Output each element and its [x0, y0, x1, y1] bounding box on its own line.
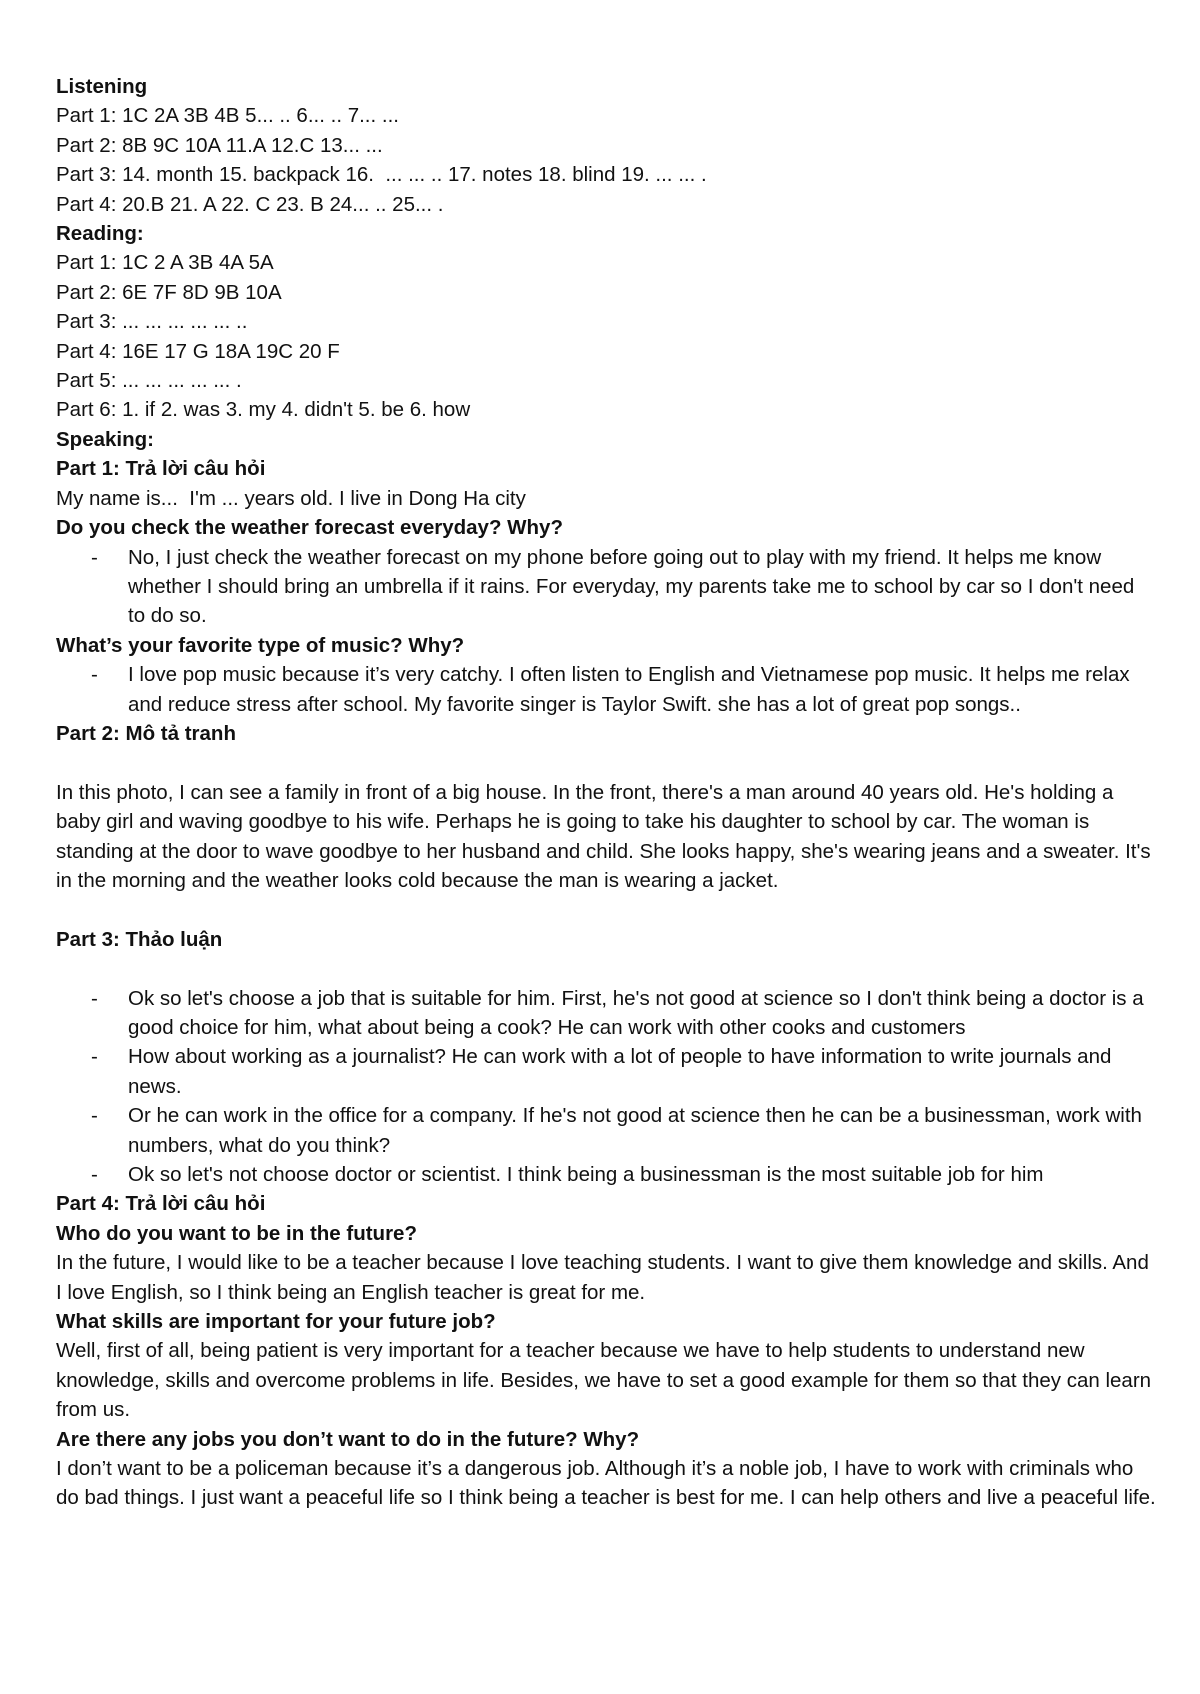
discussion-item — [56, 984, 1156, 1043]
listening-part-1: Part 1: 1C 2A 3B 4B 5... .. 6... .. 7... ... — [56, 104, 399, 128]
reading-part-3: Part 3: ... ... ... ... ... .. — [56, 310, 248, 334]
discussion-item — [56, 1160, 1156, 1189]
answer-music-text: I love pop music because it’s very catchy. I often listen to English and Vietnamese pop music. It helps me relax and reduce stress after school. My favorite singer is Taylor Swift. she has a lot of great pop songs.. — [128, 663, 1130, 716]
question-unwanted-jobs: Are there any jobs you don’t want to do in the future? Why? — [56, 1427, 640, 1451]
question-music: What’s your favorite type of music? Why? — [56, 633, 465, 657]
listening-part-4: Part 4: 20.B 21. A 22. C 23. B 24... .. 25... . — [56, 192, 444, 216]
answer-music — [56, 660, 1156, 719]
bullet-dash: - — [91, 1045, 98, 1069]
blank-line — [56, 748, 1156, 777]
speaking-part-3-title: Part 3: Thảo luận — [56, 927, 223, 951]
answer-skills: Well, first of all, being patient is very important for a teacher because we have to help students to understand new knowledge, skills and overcome problems in life. Besides, we have to set a good example for them so that they can learn from us. — [56, 1339, 1152, 1422]
question-future: Who do you want to be in the future? — [56, 1221, 417, 1245]
blank-line — [56, 954, 1156, 983]
reading-part-1: Part 1: 1C 2 A 3B 4A 5A — [56, 251, 274, 275]
speaking-part-2-title: Part 2: Mô tả tranh — [56, 721, 236, 745]
bullet-dash: - — [91, 986, 98, 1010]
discussion-item-text: Ok so let's not choose doctor or scientist. I think being a businessman is the most suitable job for him — [128, 1162, 1044, 1186]
reading-part-4: Part 4: 16E 17 G 18A 19C 20 F — [56, 339, 340, 363]
bullet-dash: - — [91, 1104, 98, 1128]
answer-weather-text: No, I just check the weather forecast on my phone before going out to play with my friend. It helps me know whether I should bring an umbrella if it rains. For everyday, my parents take me to school by car so I don't need to do so. — [128, 545, 1135, 628]
picture-description: In this photo, I can see a family in front of a big house. In the front, there's a man around 40 years old. He's holding a baby girl and waving goodbye to his wife. Perhaps he is going to take his daughter to school by car. The woman is standing at the door to wave goodbye to her husband and child. She looks happy, she's wearing jeans and a sweater. It's in the morning and the weather looks cold because the man is wearing a jacket. — [56, 780, 1151, 892]
answer-document — [56, 72, 1156, 1513]
blank-line — [56, 895, 1156, 924]
speaking-part-1-title: Part 1: Trả lời câu hỏi — [56, 457, 266, 481]
listening-heading: Listening — [56, 75, 148, 98]
reading-heading: Reading: — [56, 222, 144, 246]
reading-part-2: Part 2: 6E 7F 8D 9B 10A — [56, 280, 282, 304]
speaking-part-4-title: Part 4: Trả lời câu hỏi — [56, 1192, 266, 1216]
discussion-item-text: Or he can work in the office for a company. If he's not good at science then he can be a businessman, work with numbers, what do you think? — [128, 1104, 1142, 1157]
reading-part-6: Part 6: 1. if 2. was 3. my 4. didn't 5. be 6. how — [56, 398, 471, 422]
discussion-item-text: How about working as a journalist? He can work with a lot of people to have information to write journals and news. — [128, 1045, 1112, 1098]
listening-part-3: Part 3: 14. month 15. backpack 16. ... ... .. 17. notes 18. blind 19. ... ... . — [56, 163, 707, 187]
bullet-dash: - — [91, 663, 98, 687]
discussion-item-text: Ok so let's choose a job that is suitable for him. First, he's not good at science so I don't think being a doctor is a good choice for him, what about being a cook? He can work with other cooks and customers — [128, 986, 1144, 1039]
answer-unwanted-jobs: I don’t want to be a policeman because it’s a dangerous job. Although it’s a noble job, I have to work with criminals who do bad things. I just want a peaceful life so I think being a teacher is best for me. I can help others and live a peaceful life. — [56, 1457, 1156, 1510]
answer-future: In the future, I would like to be a teacher because I love teaching students. I want to give them knowledge and skills. And I love English, so I think being an English teacher is great for me. — [56, 1251, 1149, 1304]
reading-part-5: Part 5: ... ... ... ... ... . — [56, 369, 242, 393]
question-weather: Do you check the weather forecast everyday? Why? — [56, 516, 563, 540]
speaking-part-1-intro: My name is... I'm ... years old. I live in Dong Ha city — [56, 486, 526, 510]
answer-weather — [56, 543, 1156, 631]
question-skills: What skills are important for your future job? — [56, 1310, 496, 1334]
discussion-item — [56, 1042, 1156, 1101]
speaking-heading: Speaking: — [56, 427, 154, 451]
listening-part-2: Part 2: 8B 9C 10A 11.A 12.C 13... ... — [56, 133, 383, 157]
bullet-dash: - — [91, 1162, 98, 1186]
bullet-dash: - — [91, 545, 98, 569]
discussion-item — [56, 1101, 1156, 1160]
